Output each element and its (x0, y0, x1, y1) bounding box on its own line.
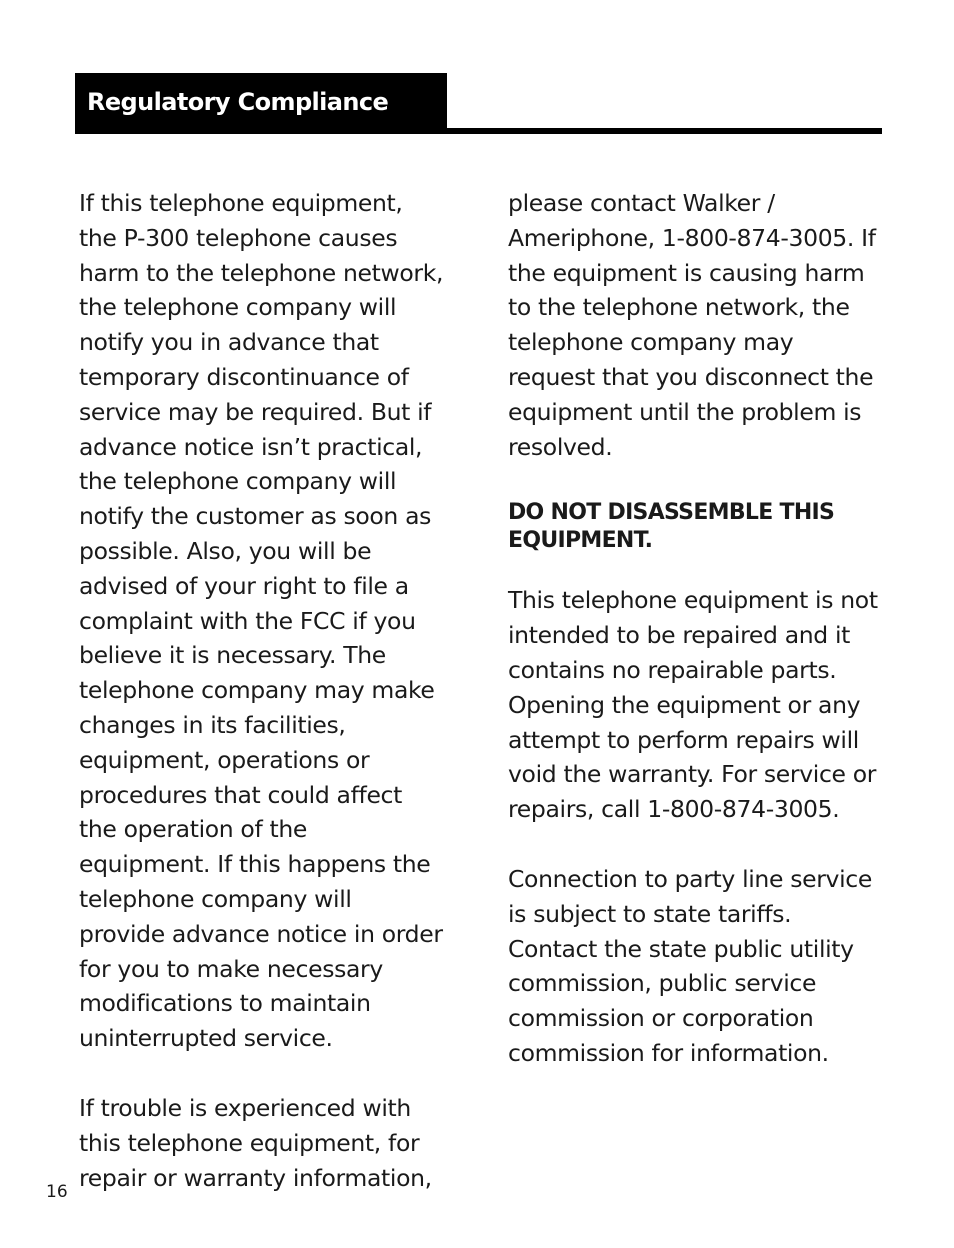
right-paragraph-1: please contact Walker / Ameriphone, 1-800-874-3005. If the equipment is causing harm to the telephone network, the telephone company may request that you disconnect the equipment until the problem is resolved. (508, 189, 876, 461)
left-paragraph-2: If trouble is experienced with this telephone equipment, for repair or warranty information, (79, 1093, 432, 1192)
page-number: 16 (46, 1182, 68, 1202)
right-paragraph-3: Connection to party line service is subject to state tariffs. Contact the state public utility commission, public service commission or corporation commission for information. (508, 864, 872, 1067)
left-column (79, 186, 444, 1195)
page-title: Regulatory Compliance (87, 88, 389, 116)
warning-heading: DO NOT DISASSEMBLE THIS EQUIPMENT. (508, 500, 835, 554)
right-column (508, 186, 884, 1071)
left-paragraph-1: If this telephone equipment, the P-300 telephone causes harm to the telephone network, the telephone company will notify you in advance that temporary discontinuance of service may be required. But if advance notice isn’t practical, the telephone company will notify the customer as soon as possible. Also, you will be advised of your right to file a complaint with the FCC if you believe it is necessary. The telephone company may make changes in its facilities, equipment, operations or procedures that could affect the operation of the equipment. If this happens the telephone company will provide advance notice in order for you to make necessary modifications to maintain uninterrupted service. (79, 189, 444, 1053)
right-paragraph-2: This telephone equipment is not intended to be repaired and it contains no repairable parts. Opening the equipment or any attempt to perform repairs will void the warranty. For service or repairs, call 1-800-874-3005. (508, 586, 878, 824)
